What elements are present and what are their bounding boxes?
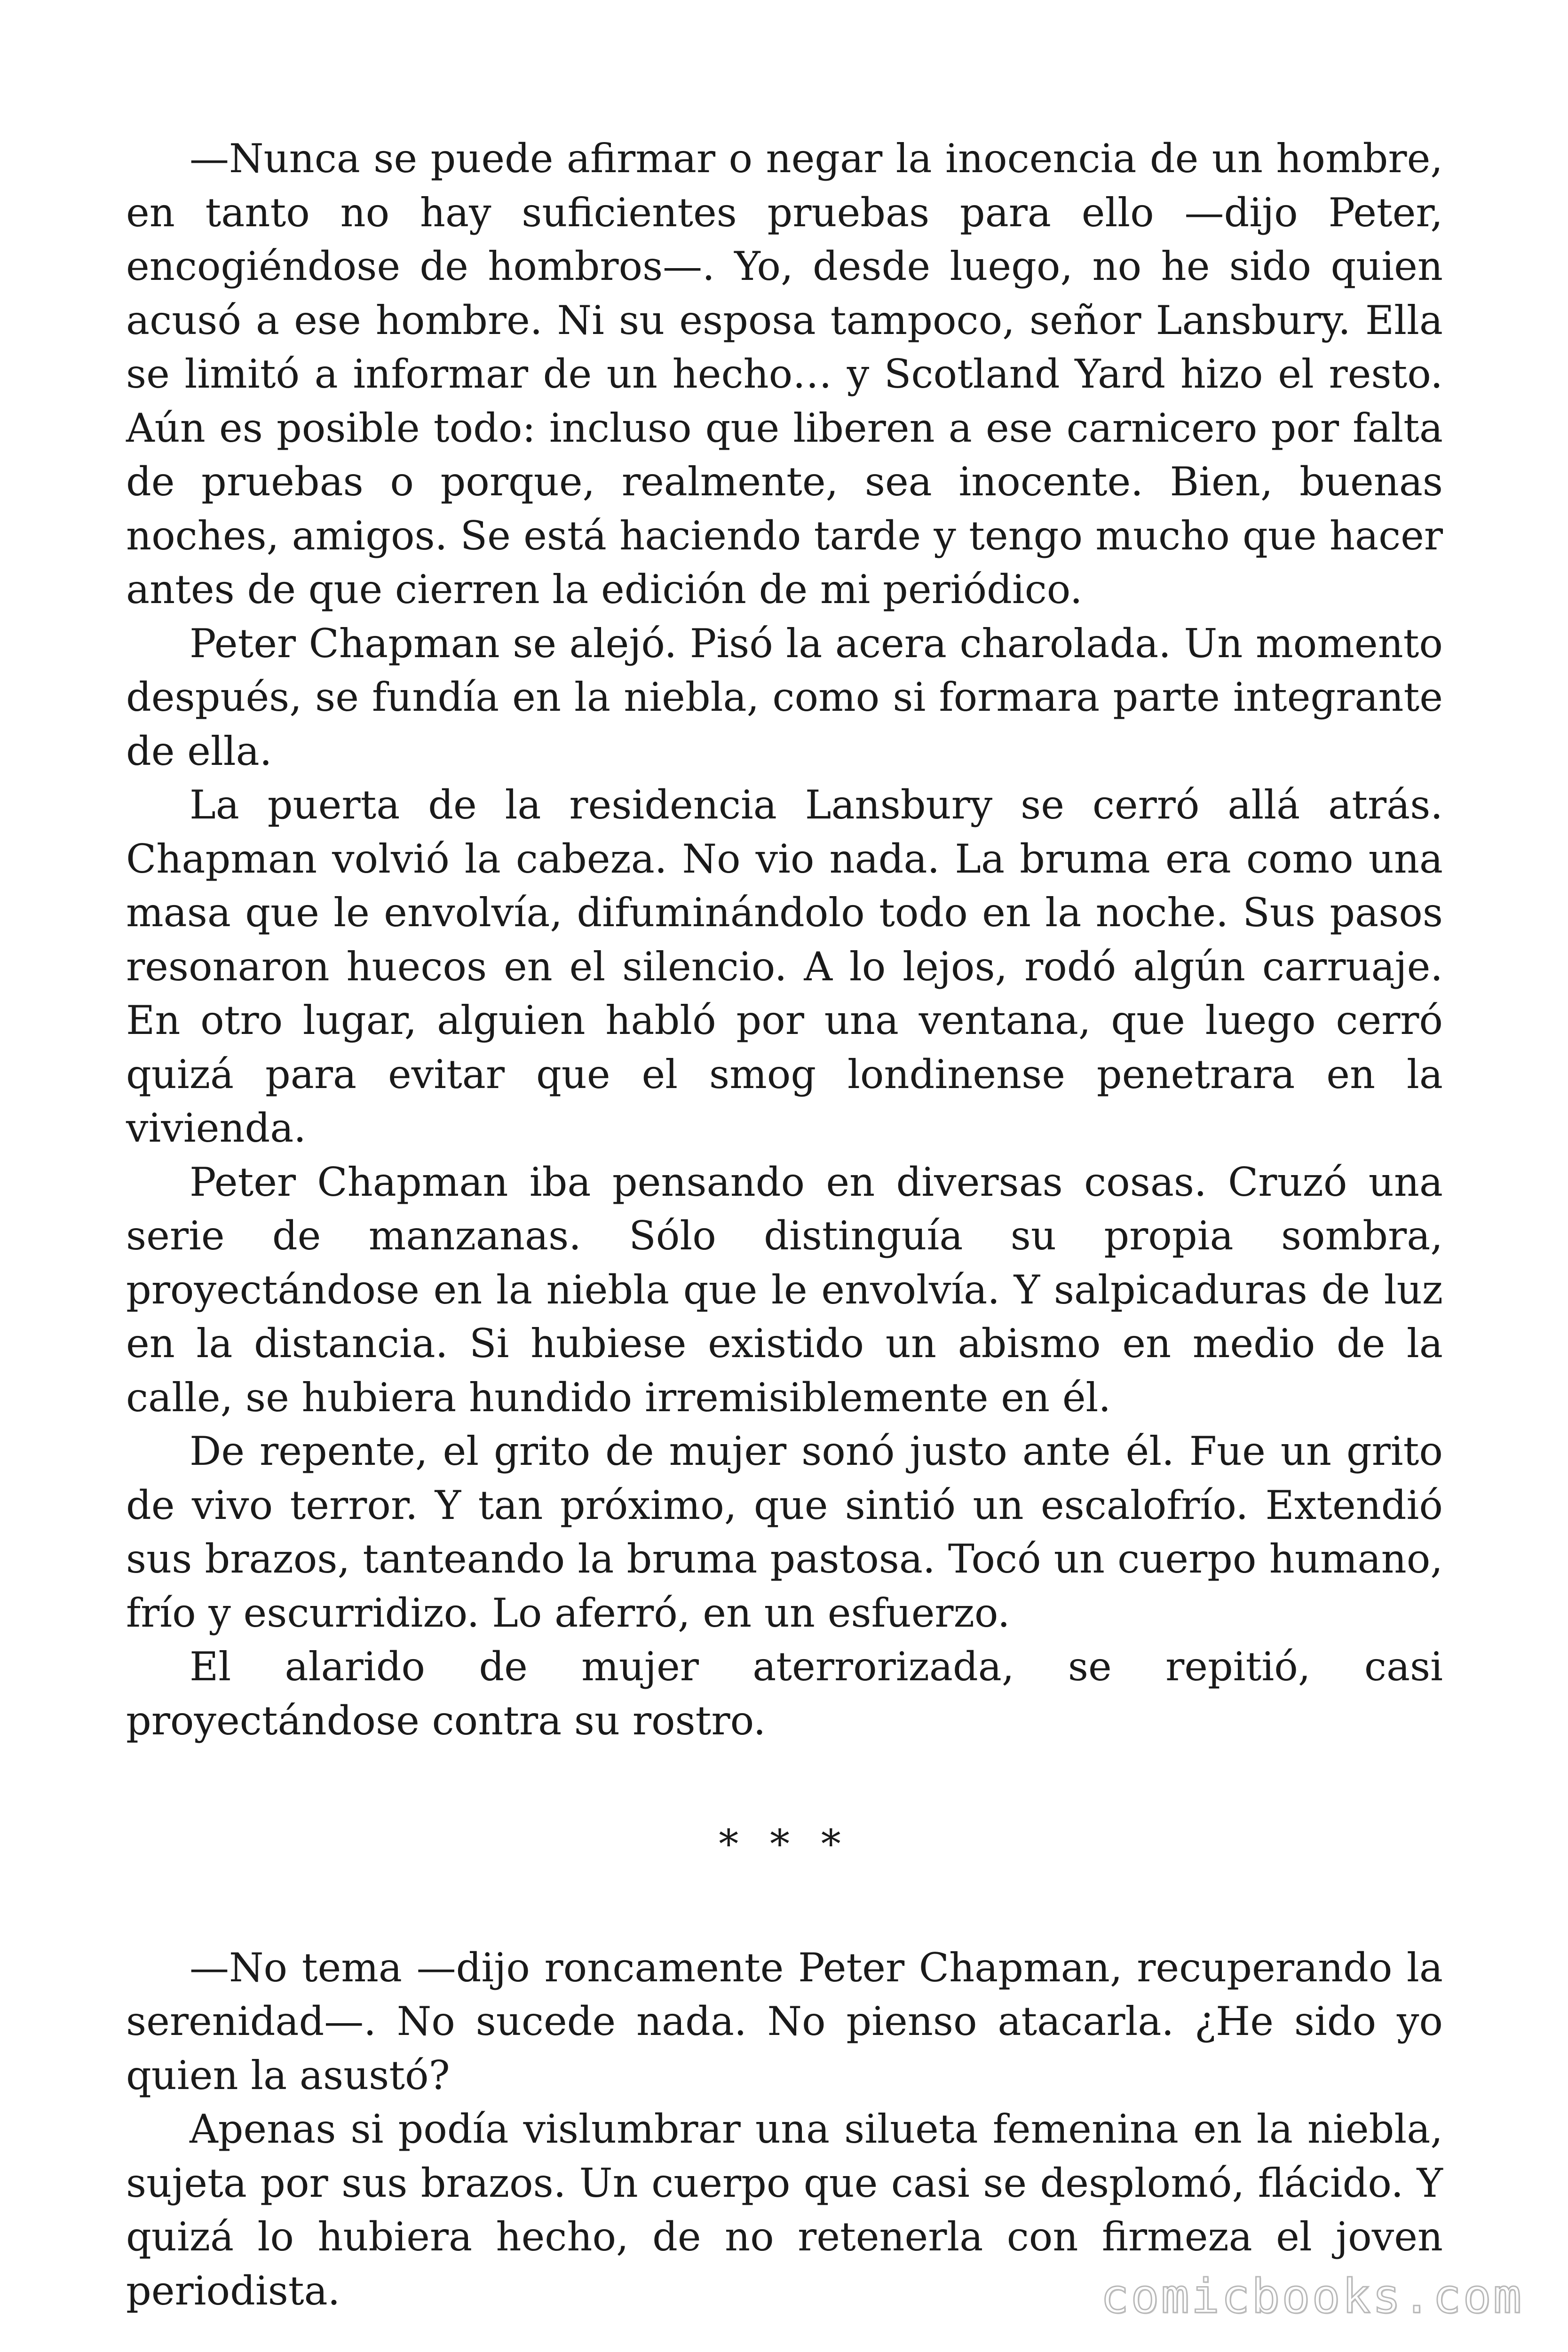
paragraph: —Nunca se puede afirmar o negar la inocencia de un hombre, en tanto no hay suficientes pruebas para ello —dijo Peter, encogiéndose de hombros—. Yo, desde luego, no he sido quien acusó a ese hombre. Ni su esposa tampoco, señor Lansbury. Ella se limitó a informar de un hecho… y Scotland Yard hizo el resto. Aún es posible todo: incluso que liberen a ese carnicero por falta de pruebas o porque, realmente, sea inocente. Bien, buenas noches, amigos. Se está haciendo tarde y tengo mucho que hacer antes de que cierren la edición de mi periódico.: [126, 135, 1443, 612]
paragraph: El alarido de mujer aterrorizada, se repitió, casi proyectándose contra su rostro.: [126, 1644, 1443, 1744]
paragraph: De repente, el grito de mujer sonó justo ante él. Fue un grito de vivo terror. Y tan próximo, que sintió un escalofrío. Extendió sus brazos, tanteando la bruma pastosa. Tocó un cuerpo humano, frío y escurridizo. Lo aferró, en un esfuerzo.: [126, 1428, 1443, 1636]
paragraph: La puerta de la residencia Lansbury se cerró allá atrás. Chapman volvió la cabeza. No vio nada. La bruma era como una masa que le envolvía, difuminándolo todo en la noche. Sus pasos resonaron huecos en el silencio. A lo lejos, rodó algún carruaje. En otro lugar, alguien habló por una ventana, que luego cerró quizá para evitar que el smog londinense penetrara en la vivienda.: [126, 782, 1443, 1151]
paragraph: Peter Chapman se alejó. Pisó la acera charolada. Un momento después, se fundía en la niebla, como si formara parte integrante de ella.: [126, 620, 1443, 774]
watermark: comicbooks.com: [1101, 2269, 1523, 2324]
paragraph: —No tema —dijo roncamente Peter Chapman, recuperando la serenidad—. No sucede nada. No pienso atacarla. ¿He sido yo quien la asustó?: [126, 1944, 1443, 2098]
page-body: [126, 132, 1443, 2318]
paragraph: Peter Chapman iba pensando en diversas cosas. Cruzó una serie de manzanas. Sólo distinguía su propia sombra, proyectándose en la niebla que le envolvía. Y salpicaduras de luz en la distancia. Si hubiese existido un abismo en medio de la calle, se hubiera hundido irremisiblemente en él.: [126, 1159, 1443, 1421]
section-break: * * *: [719, 1821, 850, 1867]
paragraph: Apenas si podía vislumbrar una silueta femenina en la niebla, sujeta por sus brazos. Un cuerpo que casi se desplomó, flácido. Y quizá lo hubiera hecho, de no retenerla con firmeza el joven periodista.: [126, 2106, 1443, 2314]
